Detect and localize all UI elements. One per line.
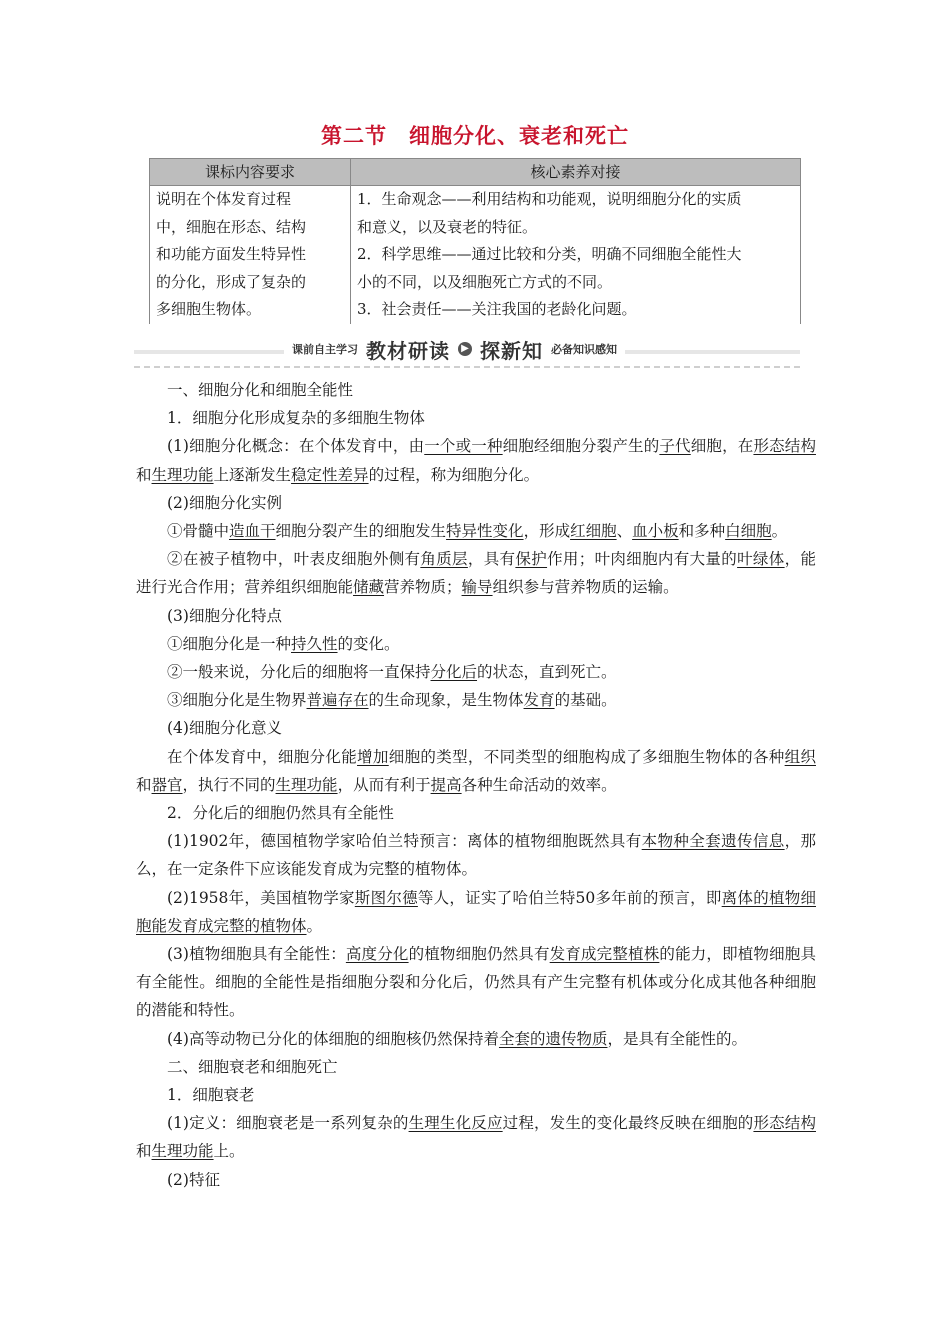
answer-blank: 生理生化反应: [408, 1114, 503, 1133]
paragraph: [136, 376, 816, 404]
text-run: (4)细胞分化意义: [167, 719, 282, 738]
text-run: ，执行不同的: [182, 775, 276, 794]
answer-blank: 生理功能: [151, 465, 214, 484]
text-run: (3)细胞分化特点: [167, 606, 282, 625]
text-run: ，是具有全能性的。: [607, 1029, 747, 1048]
answer-blank: 叶绿体: [737, 550, 785, 569]
text-run: ①细胞分化是一种: [167, 634, 292, 653]
answer-blank: 全套的遗传物质: [498, 1029, 608, 1048]
text-run: 二、细胞衰老和细胞死亡: [167, 1057, 338, 1076]
text-run: ③细胞分化是生物界: [167, 691, 307, 710]
page-title: 第二节 细胞分化、衰老和死亡: [321, 124, 629, 148]
answer-blank: 形态结构: [753, 437, 816, 456]
text-run: 2．分化后的细胞仍然具有全能性: [167, 804, 394, 823]
text-run: 细胞分裂产生的细胞发生: [275, 522, 447, 541]
table-header-left: 课标内容要求: [150, 159, 351, 186]
paragraph: [136, 1109, 816, 1165]
text-run: (1)细胞分化概念：在个体发育中，由: [167, 437, 425, 456]
paragraph: [136, 743, 816, 799]
paragraph: [136, 1081, 816, 1109]
answer-blank: 本物种全套遗传信息: [641, 832, 785, 851]
text-run: 的基础。: [554, 691, 617, 710]
answer-blank: 斯图尔德: [354, 888, 418, 907]
answer-blank: 特异性变化: [446, 522, 524, 541]
text-run: 和: [136, 1142, 152, 1161]
literacy-line: 小的不同，以及细胞死亡方式的不同。: [357, 272, 613, 291]
literacy-line: 2．科学思维——通过比较和分类，明确不同细胞全能性大: [357, 245, 742, 263]
paragraph: [136, 1166, 816, 1194]
text-run: ，从而有利于: [337, 775, 431, 794]
text-run: 过程，发生的变化最终反映在细胞的: [502, 1114, 754, 1133]
answer-blank: 生理功能: [275, 775, 338, 794]
text-run: ，具有: [467, 550, 516, 569]
answer-blank: 稳定性差异: [291, 465, 369, 484]
answer-blank: 子代: [659, 437, 691, 456]
text-run: (1)定义：细胞衰老是一系列复杂的: [167, 1114, 409, 1133]
text-run: 1．细胞衰老: [167, 1086, 255, 1105]
answer-blank: 持久性: [291, 634, 338, 653]
text-run: (3)植物细胞具有全能性：: [167, 945, 346, 964]
paragraph: [136, 1053, 816, 1081]
text-run: 的状态，直到死亡。: [477, 663, 617, 682]
text-run: 细胞经细胞分裂产生的: [502, 437, 660, 456]
text-run: 上。: [213, 1142, 245, 1161]
answer-blank: 储藏: [353, 578, 385, 597]
text-run: 和多种: [678, 522, 726, 541]
banner-content: [284, 332, 625, 366]
paragraph: [136, 686, 816, 714]
answer-blank: 提高: [430, 775, 462, 794]
text-run: 的植物细胞仍然具有: [408, 945, 550, 964]
text-run: ②在被子植物中，叶表皮细胞外侧有: [167, 550, 421, 569]
banner-right-label: 必备知识感知: [551, 343, 617, 356]
text-run: (1)1902年，德国植物学家哈伯兰特预言：离体的植物细胞既然具有: [167, 832, 642, 851]
paragraph: [136, 827, 816, 883]
paragraph: [136, 489, 816, 517]
answer-blank: 血小板: [632, 522, 679, 541]
text-run: ②一般来说，分化后的细胞将一直保持: [167, 663, 431, 682]
paragraph: [136, 432, 816, 488]
paragraph: [136, 517, 816, 545]
requirement-line: 中，细胞在形态、结构: [156, 217, 307, 236]
answer-blank: 离体的植物细胞能发育成完整的植物体: [136, 888, 816, 935]
literacy-line: 1．生命观念——利用结构和功能观，说明细胞分化的实质: [357, 190, 742, 208]
text-run: 。: [306, 916, 323, 935]
answer-blank: 增加: [357, 747, 389, 766]
text-run: ，形成: [523, 522, 571, 541]
answer-blank: 普遍存在: [306, 691, 369, 710]
paragraph: [136, 630, 816, 658]
answer-blank: 分化后: [430, 663, 478, 682]
answer-blank: 器官: [151, 775, 183, 794]
literacy-line: 和意义，以及衰老的特征。: [357, 217, 538, 236]
paragraph: [136, 884, 816, 940]
text-run: 和: [136, 775, 152, 794]
banner-left-label: 课前自主学习: [292, 343, 358, 356]
text-run: 在个体发育中，细胞分化能: [167, 747, 358, 766]
text-run: 1．细胞分化形成复杂的多细胞生物体: [167, 409, 425, 428]
text-run: 上逐渐发生: [213, 465, 292, 484]
text-run: 作用；叶肉细胞内有大量的: [547, 550, 738, 569]
requirement-line: 的分化，形成了复杂的: [156, 272, 307, 291]
text-run: (2)特征: [167, 1170, 220, 1189]
text-run: 和: [136, 465, 152, 484]
text-run: 、: [616, 522, 633, 541]
table-cell-literacy: [351, 186, 801, 324]
answer-blank: 红细胞: [570, 522, 617, 541]
answer-blank: 生理功能: [151, 1142, 214, 1161]
paragraph: [136, 404, 816, 432]
paragraph: [136, 714, 816, 742]
text-run: 的能力，即植物细胞具有全能性。细胞的全能性是指细胞分裂和分化后，仍然具有产生完整有机体或分化成其他各种细胞的潜能和特性。: [136, 945, 816, 1020]
chevron-right-icon: ▶: [458, 342, 472, 356]
text-run: 的变化。: [337, 634, 400, 653]
text-run: ①骨髓中: [167, 522, 230, 541]
paragraph: [136, 940, 816, 1025]
text-run: (2)细胞分化实例: [167, 493, 282, 512]
text-run: 等人，证实了哈伯兰特50多年前的预言，即: [417, 888, 722, 907]
text-run: 细胞，在: [690, 437, 754, 456]
literacy-line: 3．社会责任——关注我国的老龄化问题。: [357, 300, 637, 318]
answer-blank: 发育成完整植株: [549, 945, 660, 964]
text-run: (4)高等动物已分化的体细胞的细胞核仍然保持着: [167, 1029, 499, 1048]
answer-blank: 保护: [515, 550, 548, 569]
answer-blank: 造血干: [229, 522, 276, 541]
text-run: ，那么，在一定条件下应该能发育成为完整的植物体。: [136, 832, 816, 879]
answer-blank: 组织: [784, 747, 816, 766]
text-run: 各种生命活动的效率。: [461, 775, 617, 794]
answer-blank: 形态结构: [753, 1114, 816, 1133]
text-run: 的生命现象，是生物体: [368, 691, 524, 710]
text-run: 组织参与营养物质的运输。: [492, 578, 679, 597]
table-cell-requirements: [150, 186, 351, 324]
requirement-line: 说明在个体发育过程: [156, 190, 292, 208]
banner-main-b: 探新知: [480, 338, 543, 363]
paragraph: [136, 545, 816, 601]
lesson-content: [136, 376, 816, 1194]
paragraph: [136, 602, 816, 630]
paragraph: [136, 658, 816, 686]
answer-blank: 输导: [461, 578, 493, 597]
paragraph: [136, 1025, 816, 1053]
paragraph: [136, 799, 816, 827]
answer-blank: 一个或一种: [424, 437, 503, 456]
text-run: 。: [771, 522, 788, 541]
curriculum-table: [149, 158, 801, 324]
text-run: (2)1958年，美国植物学家: [167, 888, 355, 907]
section-banner: [134, 332, 800, 368]
text-run: 细胞的类型，不同类型的细胞构成了多细胞生物体的各种: [388, 747, 785, 766]
text-run: 一、细胞分化和细胞全能性: [167, 381, 354, 399]
table-header-right: 核心素养对接: [351, 159, 801, 186]
answer-blank: 白细胞: [725, 522, 772, 541]
requirement-line: 和功能方面发生特异性: [156, 245, 307, 263]
answer-blank: 发育: [523, 691, 555, 710]
banner-main-a: 教材研读: [366, 338, 450, 363]
answer-blank: 高度分化: [345, 945, 409, 964]
text-run: ，能进行光合作用；营养组织细胞能: [136, 550, 816, 597]
text-run: 营养物质；: [384, 578, 462, 597]
requirement-line: 多细胞生物体。: [156, 300, 262, 318]
text-run: 的过程，称为细胞分化。: [368, 465, 540, 484]
answer-blank: 角质层: [420, 550, 468, 569]
